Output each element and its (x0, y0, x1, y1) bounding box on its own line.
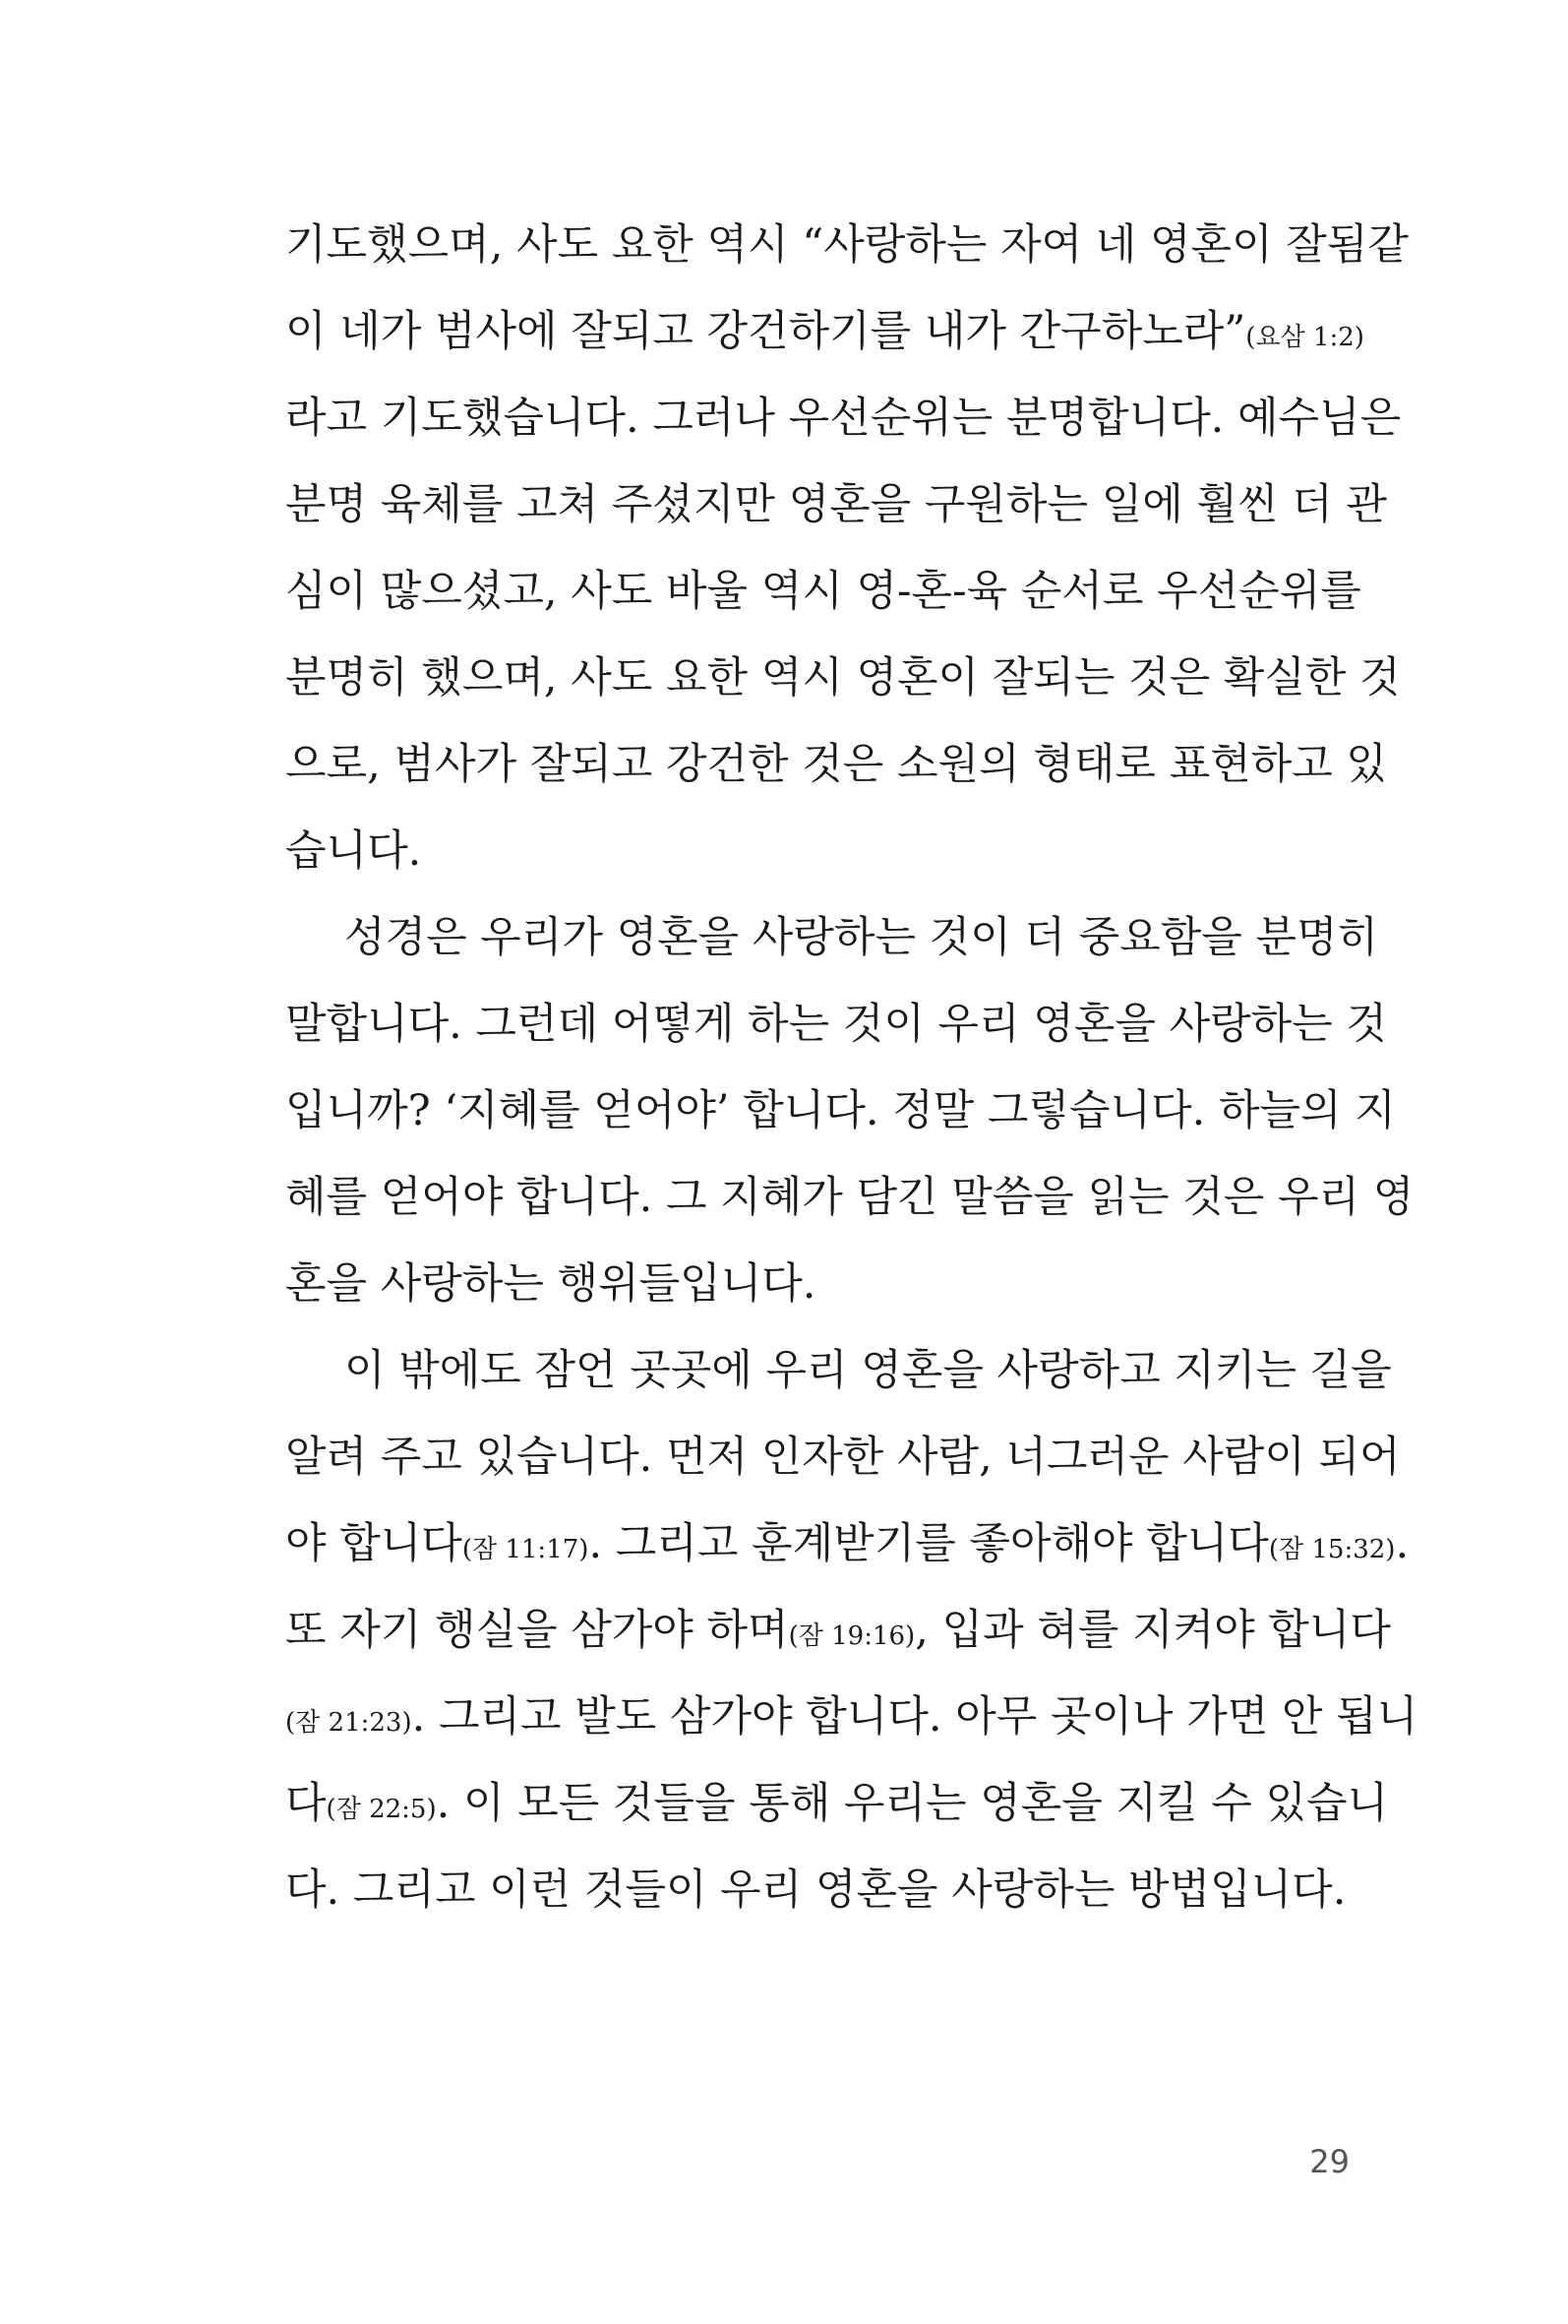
scripture-citation: (잠 15:32) (1268, 1535, 1396, 1564)
text-line (285, 1587, 1391, 1674)
text-line: 라고 기도했습니다. 그러나 우선순위는 분명합니다. 예수님은 (285, 394, 1402, 443)
line-text: . 이 모든 것들을 통해 우리는 영혼을 지킬 수 있습니 (436, 1779, 1389, 1828)
text-line: 성경은 우리가 영혼을 사랑하는 것이 더 중요함을 분명히 (344, 913, 1379, 962)
line-text: . 그리고 훈계받기를 좋아해야 합니다 (588, 1519, 1269, 1568)
text-line: 알려 주고 있습니다. 먼저 인자한 사람, 너그러운 사람이 되어 (285, 1433, 1401, 1482)
line-text: . (1395, 1519, 1410, 1568)
line-text: . 그리고 발도 삼가야 합니다. 아무 곳이나 가면 안 됩니 (411, 1692, 1418, 1742)
page-number: 29 (1309, 2143, 1350, 2180)
scripture-citation: (요삼 1:2) (1245, 323, 1364, 352)
text-line: 분명히 했으며, 사도 요한 역시 영혼이 잘되는 것은 확실한 것 (285, 653, 1401, 703)
line-text: 다 (285, 1779, 327, 1828)
text-line: 으로, 범사가 잘되고 강건한 것은 소원의 형태로 표현하고 있 (285, 740, 1387, 789)
text-line (285, 1674, 1418, 1760)
line-text: 야 합니다 (285, 1519, 462, 1568)
text-line: 혜를 얻어야 합니다. 그 지혜가 담긴 말씀을 읽는 것은 우리 영 (285, 1173, 1415, 1222)
text-line: 기도했으며, 사도 요한 역시 “사랑하는 자여 네 영혼이 잘됨같 (285, 220, 1409, 270)
text-line: 입니까? ‘지혜를 얻어야’ 합니다. 정말 그렇습니다. 하늘의 지 (285, 1086, 1396, 1135)
paragraph-2 (285, 894, 1415, 1327)
text-line: 말합니다. 그런데 어떻게 하는 것이 우리 영혼을 사랑하는 것 (285, 1000, 1387, 1049)
text-line: 분명 육체를 고쳐 주셨지만 영혼을 구원하는 일에 훨씬 더 관 (285, 480, 1387, 529)
body-text (285, 202, 1418, 1933)
text-line: 심이 많으셨고, 사도 바울 역시 영-혼-육 순서로 우선순위를 (285, 567, 1361, 616)
scripture-citation: (잠 21:23) (285, 1708, 412, 1738)
paragraph-3 (285, 1327, 1418, 1933)
line-text: 또 자기 행실을 삼가야 하며 (285, 1606, 789, 1655)
text-line: 다. 그리고 이런 것들이 우리 영혼을 사랑하는 방법입니다. (285, 1865, 1347, 1915)
paragraph-1 (285, 202, 1409, 894)
line-text: 이 네가 범사에 잘되고 강건하기를 내가 간구하노라” (285, 307, 1246, 356)
line-text: , 입과 혀를 지켜야 합니다 (915, 1606, 1391, 1655)
text-line: 습니다. (285, 826, 422, 876)
scripture-citation: (잠 11:17) (461, 1535, 589, 1564)
scripture-citation: (잠 19:16) (788, 1621, 916, 1651)
text-line (285, 1760, 1389, 1847)
text-line (285, 288, 1364, 375)
scripture-citation: (잠 22:5) (326, 1795, 437, 1824)
text-line: 이 밖에도 잠언 곳곳에 우리 영혼을 사랑하고 지키는 길을 (344, 1346, 1392, 1395)
text-line: 혼을 사랑하는 행위들입니다. (285, 1259, 816, 1309)
text-line (285, 1500, 1410, 1587)
